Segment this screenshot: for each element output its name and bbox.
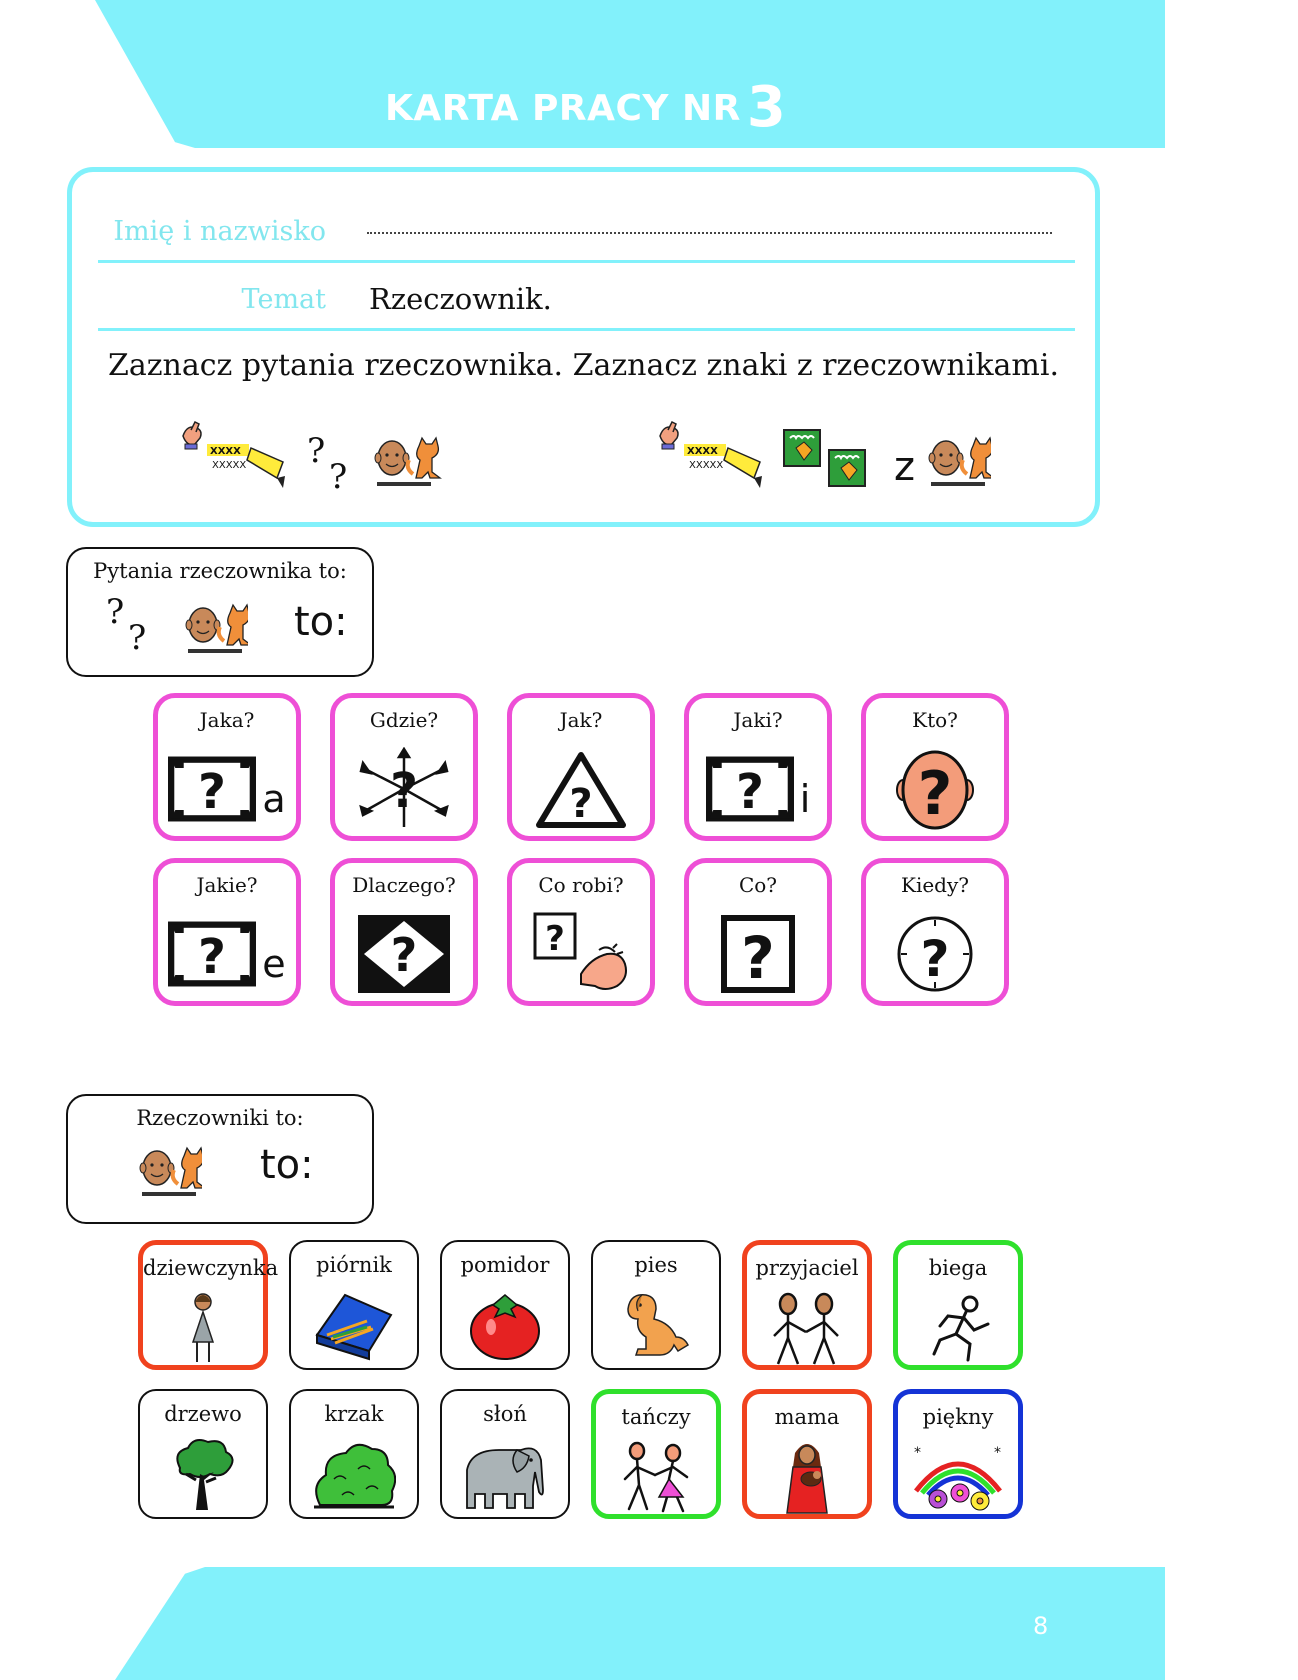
page-title xyxy=(385,75,786,140)
card-label: Gdzie? xyxy=(369,708,439,732)
word-card-piornik[interactable] xyxy=(289,1240,419,1370)
card-label: Dlaczego? xyxy=(352,873,456,897)
word-card-drzewo[interactable] xyxy=(138,1389,268,1519)
card-label: tańczy xyxy=(621,1405,691,1429)
friends-icon xyxy=(766,1292,848,1366)
mark-questions-symbol-icon xyxy=(177,420,477,496)
card-letter: a xyxy=(262,777,286,821)
question-marks-icon xyxy=(106,589,186,669)
noun-symbol-icon xyxy=(138,1140,202,1210)
svg-text:?: ? xyxy=(545,919,565,959)
bush-icon xyxy=(312,1439,396,1511)
card-label: słoń xyxy=(483,1402,527,1426)
noun-symbol-icon xyxy=(927,420,991,496)
card-label: Jak? xyxy=(559,708,603,732)
word-card-tanczy[interactable] xyxy=(591,1389,721,1519)
card-label: przyjaciel xyxy=(755,1256,859,1280)
question-card-co[interactable] xyxy=(684,858,832,1006)
footer-band xyxy=(115,1567,1165,1680)
question-card-dlaczego[interactable] xyxy=(330,858,478,1006)
card-label: drzewo xyxy=(164,1402,242,1426)
card-label: mama xyxy=(774,1405,840,1429)
card-label: Kiedy? xyxy=(901,873,969,897)
svg-text:?: ? xyxy=(569,781,593,827)
noun-symbol-icon xyxy=(184,597,248,667)
to-label: to: xyxy=(294,599,348,645)
page-number: 8 xyxy=(1033,1612,1049,1640)
divider xyxy=(98,260,1075,263)
clock-icon xyxy=(895,914,975,994)
how-triangle-icon xyxy=(535,749,627,829)
elephant-icon xyxy=(459,1440,551,1510)
topic-label: Temat xyxy=(241,284,326,315)
card-label: pies xyxy=(634,1253,678,1277)
rainbow-flowers-icon xyxy=(910,1441,1006,1515)
card-label: Kto? xyxy=(912,708,958,732)
why-diamond-icon xyxy=(358,915,450,993)
nouns-label: Rzeczowniki to: xyxy=(136,1106,304,1130)
nouns-heading-box xyxy=(66,1094,374,1224)
pencil-case-icon xyxy=(313,1291,395,1361)
instruction-symbols-questions xyxy=(177,420,477,496)
dog-icon xyxy=(618,1289,694,1363)
card-label: Jakie? xyxy=(196,873,258,897)
svg-text:?: ? xyxy=(390,763,418,819)
where-arrows-icon xyxy=(357,747,451,831)
noun-questions-heading-box xyxy=(66,547,374,677)
card-label: piórnik xyxy=(316,1253,392,1277)
word-card-dziewczynka[interactable] xyxy=(138,1240,279,1370)
question-card-jaki[interactable] xyxy=(684,693,832,841)
divider xyxy=(98,328,1075,331)
question-card-jak[interactable] xyxy=(507,693,655,841)
question-card-co-robi[interactable] xyxy=(507,858,655,1006)
svg-text:*: * xyxy=(994,1445,1001,1461)
word-card-pies[interactable] xyxy=(591,1240,721,1370)
title-number: 3 xyxy=(746,75,787,140)
question-card-jakie[interactable] xyxy=(153,858,301,1006)
worksheet-info-box xyxy=(67,167,1100,527)
what-square-icon xyxy=(720,914,796,994)
word-card-pomidor[interactable] xyxy=(440,1240,570,1370)
question-frame-icon xyxy=(706,756,794,822)
card-label: Co robi? xyxy=(538,873,624,897)
card-label: dziewczynka xyxy=(143,1256,279,1280)
card-label: Jaki? xyxy=(733,708,783,732)
question-card-kiedy[interactable] xyxy=(861,858,1009,1006)
name-field-line[interactable] xyxy=(367,230,1052,234)
question-frame-icon xyxy=(168,756,256,822)
card-label: pomidor xyxy=(460,1253,550,1277)
running-icon xyxy=(918,1294,998,1364)
name-label: Imię i nazwisko xyxy=(113,216,326,247)
card-letter: i xyxy=(799,777,811,821)
tree-icon xyxy=(166,1438,240,1512)
word-card-przyjaciel[interactable] xyxy=(742,1240,872,1370)
title-text: KARTA PRACY NR xyxy=(385,88,741,129)
word-card-mama[interactable] xyxy=(742,1389,872,1519)
svg-text:*: * xyxy=(914,1445,921,1461)
who-head-icon xyxy=(895,748,975,830)
word-card-piekny[interactable] xyxy=(893,1389,1023,1519)
topic-value: Rzeczownik. xyxy=(369,282,552,316)
girl-icon xyxy=(183,1292,223,1366)
svg-text:?: ? xyxy=(390,928,418,982)
word-card-krzak[interactable] xyxy=(289,1389,419,1519)
card-label: biega xyxy=(928,1256,988,1280)
svg-text:?: ? xyxy=(917,759,953,829)
tomato-icon xyxy=(467,1291,543,1361)
symbol-letter-z: z xyxy=(894,444,915,490)
mother-icon xyxy=(781,1441,833,1515)
svg-text:?: ? xyxy=(920,930,950,988)
card-label: piękny xyxy=(922,1405,994,1429)
noun-questions-label: Pytania rzeczownika to: xyxy=(93,559,347,583)
card-label: krzak xyxy=(324,1402,384,1426)
word-card-biega[interactable] xyxy=(893,1240,1023,1370)
card-label: Co? xyxy=(738,873,778,897)
word-card-slon[interactable] xyxy=(440,1389,570,1519)
instruction-text: Zaznacz pytania rzeczownika. Zaznacz znaki z rzeczownikami. xyxy=(108,348,1059,383)
dancing-icon xyxy=(619,1441,693,1515)
card-letter: e xyxy=(262,942,286,986)
question-card-gdzie[interactable] xyxy=(330,693,478,841)
question-card-kto[interactable] xyxy=(861,693,1009,841)
svg-text:?: ? xyxy=(741,924,775,992)
what-does-icon xyxy=(533,912,629,996)
card-label: Jaka? xyxy=(199,708,255,732)
to-label: to: xyxy=(260,1142,314,1188)
question-card-jaka[interactable] xyxy=(153,693,301,841)
instruction-symbols-nouns xyxy=(654,420,991,496)
question-frame-icon xyxy=(168,921,256,987)
